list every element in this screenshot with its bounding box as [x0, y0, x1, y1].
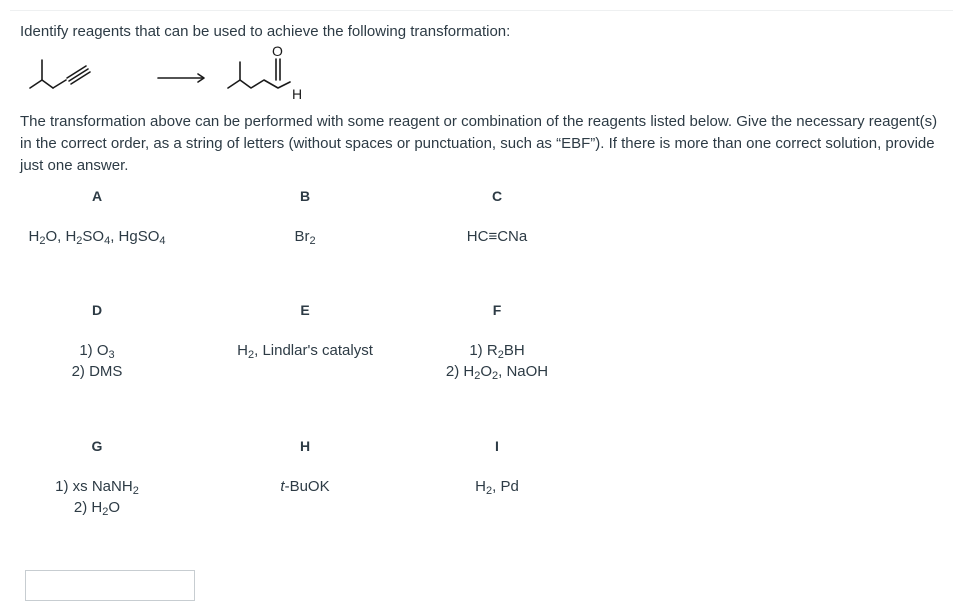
- reagent-f: 1) $R_2BH$ 2) $H_2O_2$, NaOH: [445, 342, 549, 382]
- reagent-letter-i: I: [495, 438, 499, 454]
- reagent-b: $Br_2$: [294, 228, 316, 247]
- reagent-letter-a: A: [91, 188, 103, 204]
- reagent-letter-c: C: [491, 188, 503, 204]
- alkyne-skeleton: [30, 80, 53, 88]
- reagent-letter-f: F: [492, 302, 502, 318]
- carbonyl-oxygen: O: [272, 44, 283, 59]
- aldehyde-hydrogen: H: [292, 86, 303, 102]
- reagent-g: 1) xs NaNH$_2$ 2) $H_2O$: [55, 478, 139, 518]
- instructions: The transformation above can be performed with some reagent or combination of the reagents listed below. Give the necessary reagent(s) in the correct order, as a string of letters (without spaces or punctuation, such as “EBF”). If there is more than one correct solution, provide just one answer.: [20, 113, 938, 174]
- reagent-letter-h: H: [299, 438, 311, 454]
- question-prompt: Identify reagents that can be used to achieve the following transformation:: [20, 23, 511, 40]
- answer-input[interactable]: [25, 570, 195, 601]
- top-divider: [10, 10, 953, 11]
- reaction-scheme: [20, 44, 360, 106]
- alkyne-ch2: [53, 80, 66, 88]
- reagent-a: $H_2O$, $H_2SO_4$, HgSO$_4$: [28, 228, 166, 247]
- reagent-d: 1) $O_3$ 2) DMS: [71, 342, 123, 380]
- reagent-i: $H_2$, Pd: [475, 478, 519, 497]
- reagent-e: $H_2$, Lindlar's catalyst: [237, 342, 373, 361]
- aldehyde-skeleton: [228, 80, 290, 88]
- reagent-letter-b: B: [299, 188, 311, 204]
- reagent-c: HC≡CNa: [466, 228, 528, 245]
- reagent-letter-d: D: [91, 302, 103, 318]
- reagent-letter-e: E: [300, 302, 310, 318]
- reagent-h: t-BuOK: [280, 478, 330, 495]
- reagent-letter-g: G: [91, 438, 103, 454]
